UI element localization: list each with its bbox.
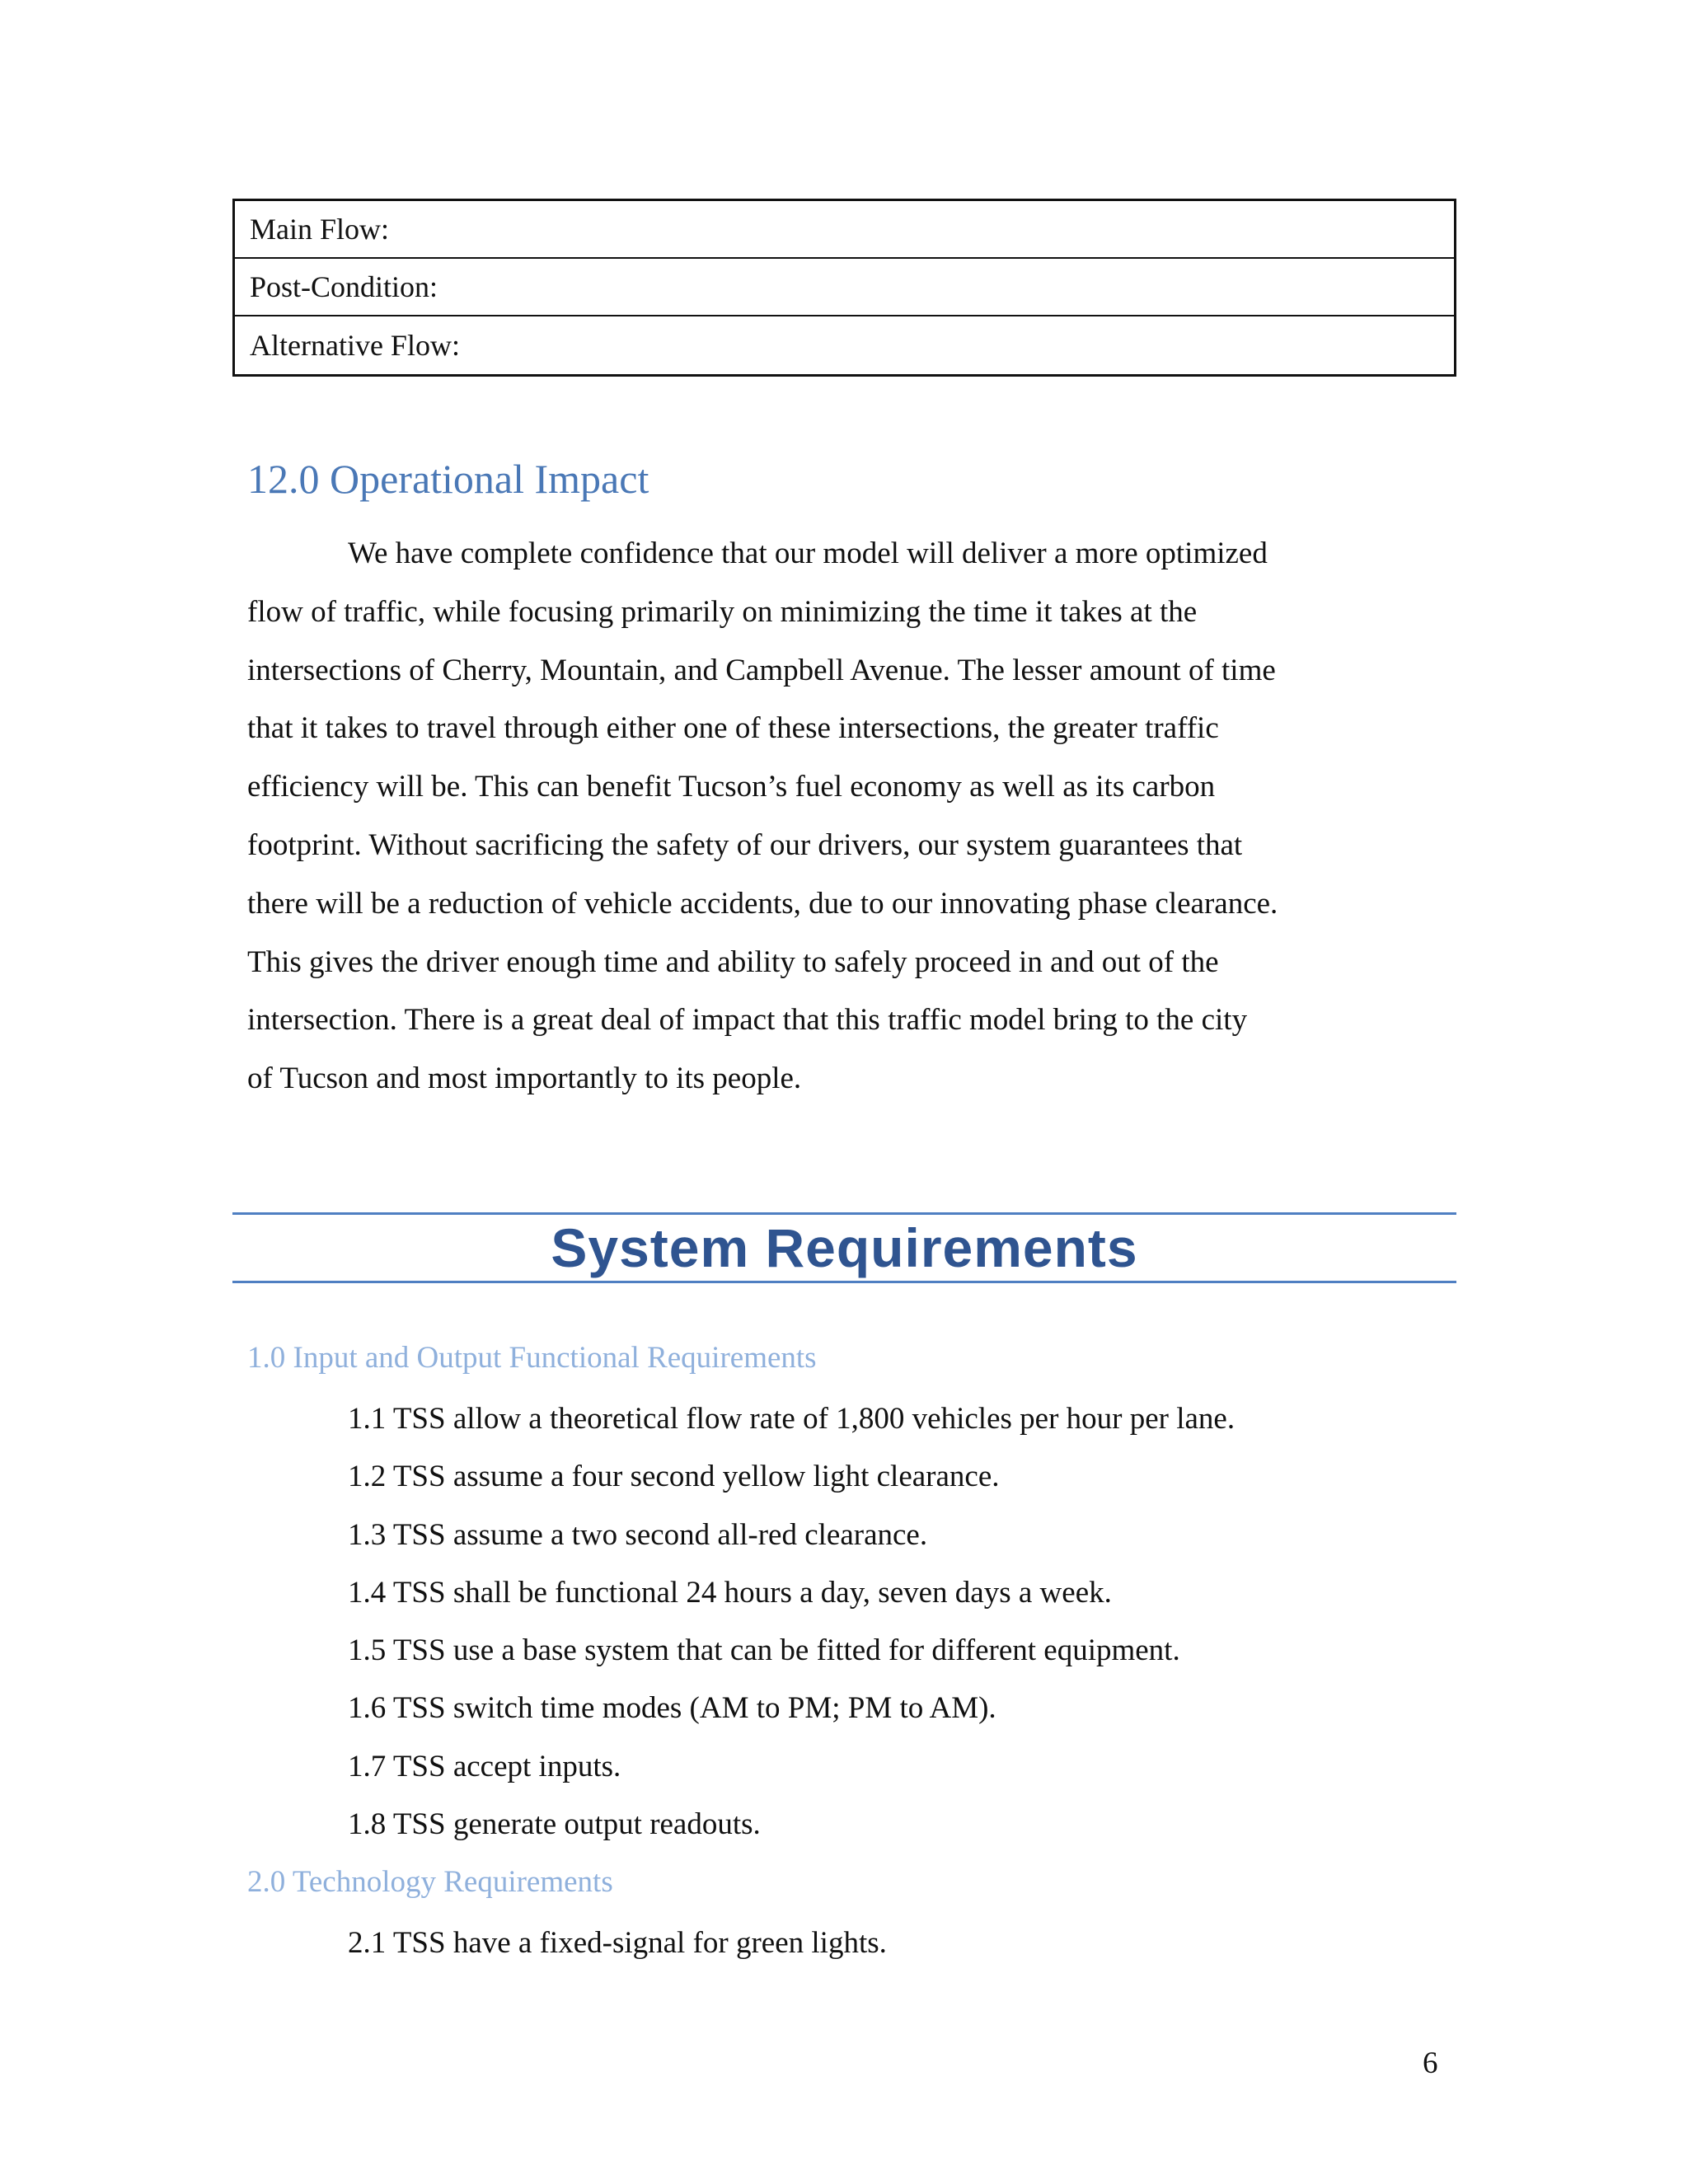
input-output-heading: 1.0 Input and Output Functional Requirements [247,1341,817,1375]
list-item: 1.2 TSS assume a four second yellow light clearance. [348,1460,1000,1494]
flow-table [232,199,1456,377]
technology-list [348,1922,887,1980]
system-requirements-banner [232,1212,1456,1283]
list-item: 1.8 TSS generate output readouts. [348,1807,761,1842]
alternative-flow-label: Alternative Flow: [250,329,460,362]
paragraph-line: We have complete confidence that our model will deliver a more optimized [348,537,1268,570]
paragraph-line: footprint. Without sacrificing the safety of our drivers, our system guarantees that [247,827,1243,862]
post-condition-label: Post-Condition: [250,270,438,303]
paragraph-line: there will be a reduction of vehicle accidents, due to our innovating phase clearance. [247,886,1278,921]
list-item: 1.1 TSS allow a theoretical flow rate of 1,800 vehicles per hour per lane. [348,1402,1236,1436]
list-item: 1.3 TSS assume a two second all-red clearance. [348,1517,928,1552]
list-item: 2.1 TSS have a fixed-signal for green lights. [348,1926,887,1960]
operational-impact-heading: 12.0 Operational Impact [247,456,649,502]
technology-heading: 2.0 Technology Requirements [247,1865,613,1899]
paragraph-line: of Tucson and most importantly to its people. [247,1062,802,1096]
paragraph-line: intersection. There is a great deal of impact that this traffic model bring to the city [247,1003,1248,1038]
list-item: 1.7 TSS accept inputs. [348,1749,621,1783]
paragraph-line: flow of traffic, while focusing primarily on minimizing the time it takes at the [247,594,1198,629]
operational-impact-paragraph [247,532,1451,1116]
input-output-list [348,1398,1235,1861]
page-number: 6 [1423,2046,1438,2080]
paragraph-line: intersections of Cherry, Mountain, and Campbell Avenue. The lesser amount of time [247,653,1276,687]
list-item: 1.6 TSS switch time modes (AM to PM; PM to AM). [348,1691,996,1726]
table-row [235,259,1454,316]
main-flow-label: Main Flow: [250,213,390,246]
paragraph-line: This gives the driver enough time and ability to safely proceed in and out of the [247,944,1219,979]
system-requirements-title: System Requirements [551,1217,1138,1278]
paragraph-line: efficiency will be. This can benefit Tucson’s fuel economy as well as its carbon [247,770,1216,804]
table-row [235,201,1454,259]
table-row [235,316,1454,374]
list-item: 1.4 TSS shall be functional 24 hours a day, seven days a week. [348,1575,1112,1610]
paragraph-line: that it takes to travel through either one of these intersections, the greater traffic [247,711,1219,746]
list-item: 1.5 TSS use a base system that can be fitted for different equipment. [348,1633,1180,1668]
